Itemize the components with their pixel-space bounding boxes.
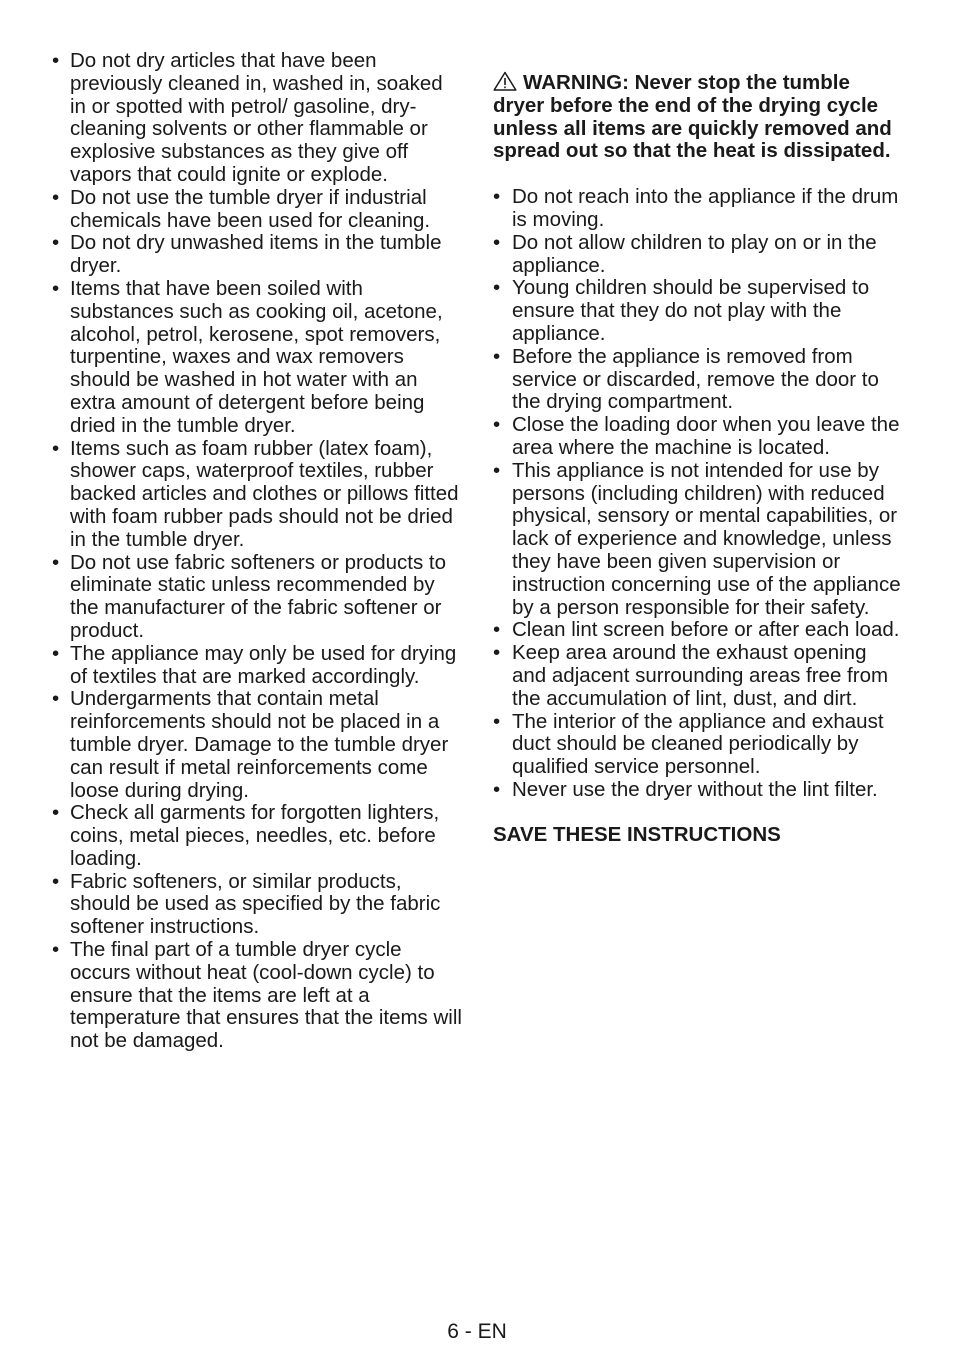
list-item: • The interior of the appliance and exhaust duct should be cleaned periodically by qualified service personnel. <box>493 709 884 779</box>
safety-list-left <box>52 50 462 1053</box>
list-item: • Keep area around the exhaust opening and adjacent surrounding areas free from the accumulation of lint, dust, and dirt. <box>493 641 889 710</box>
bullet: • <box>493 413 501 437</box>
list-item: • Before the appliance is removed from service or discarded, remove the door to the drying compartment. <box>493 344 879 414</box>
warning-text: WARNING: Never stop the tumble dryer before the end of the drying cycle unless all items are quickly removed and spread out so that the heat is dissipated. <box>493 71 892 163</box>
bullet: • <box>493 777 501 801</box>
bullet: • <box>493 230 501 254</box>
bullet: • <box>52 641 60 665</box>
list-item: • Young children should be supervised to ensure that they do not play with the appliance. <box>493 276 870 345</box>
bullet: • <box>493 344 501 368</box>
list-item: • This appliance is not intended for use by persons (including children) with reduced physical, sensory or mental capabilities, or lack of experience and knowledge, unless they have been given supervision or instruction concerning use of the appliance by a person responsible for their safety. <box>493 458 901 619</box>
list-item: • The final part of a tumble dryer cycle occurs without heat (cool-down cycle) to ensure that the items are left at a temperature that ensures that the items will not be damaged. <box>52 938 462 1053</box>
list-item: • Items such as foam rubber (latex foam), shower caps, waterproof textiles, rubber backed articles and clothes or pillows fitted with foam rubber pads should not be dried in the tumble dryer. <box>52 436 459 551</box>
warning-triangle-icon <box>493 71 517 91</box>
list-item: • Do not allow children to play on or in the appliance. <box>493 230 877 277</box>
save-instructions-heading: SAVE THESE INSTRUCTIONS <box>493 822 781 846</box>
list-item: • Do not dry unwashed items in the tumble dryer. <box>52 231 442 278</box>
list-item: • Do not use the tumble dryer if industrial chemicals have been used for cleaning. <box>52 185 431 232</box>
bullet: • <box>493 641 501 665</box>
bullet: • <box>52 49 60 72</box>
list-item: • Items that have been soiled with substances such as cooking oil, acetone, alcohol, petrol, kerosene, spot removers, turpentine, waxes and wax removers should be washed in hot water with an extra amount of detergent before being dried in the tumble dryer. <box>52 276 443 437</box>
list-item: • Check all garments for forgotten lighters, coins, metal pieces, needles, etc. before loading. <box>52 801 440 870</box>
bullet: • <box>493 458 501 482</box>
list-item: • Do not dry articles that have been previously cleaned in, washed in, soaked in or spotted with petrol/ gasoline, dry-cleaning solvents or other flammable or explosive substances as they give off vapors that could ignite or explode. <box>52 49 443 186</box>
right-column <box>493 71 905 847</box>
bullet: • <box>52 276 60 300</box>
bullet: • <box>52 869 60 893</box>
list-item: • Do not use fabric softeners or products to eliminate static unless recommended by the manufacturer of the fabric softener or product. <box>52 550 447 642</box>
list-item: • Fabric softeners, or similar products, should be used as specified by the fabric softener instructions. <box>52 869 441 939</box>
list-item: • Do not reach into the appliance if the drum is moving. <box>493 185 899 231</box>
bullet: • <box>52 687 60 711</box>
list-item: • The appliance may only be used for drying of textiles that are marked accordingly. <box>52 641 457 688</box>
list-item: • Never use the dryer without the lint filter. <box>493 777 878 801</box>
bullet: • <box>52 231 60 255</box>
list-item: • Close the loading door when you leave the area where the machine is located. <box>493 413 900 459</box>
left-column <box>52 50 462 1053</box>
list-item: • Undergarments that contain metal reinforcements should not be placed in a tumble dryer. Damage to the tumble dryer can result if metal reinforcements come loose during drying. <box>52 687 449 802</box>
bullet: • <box>52 801 60 825</box>
bullet: • <box>52 185 60 209</box>
safety-list-right <box>493 186 905 802</box>
bullet: • <box>493 185 501 209</box>
bullet: • <box>52 550 60 574</box>
bullet: • <box>52 436 60 460</box>
page-number: 6 - EN <box>447 1320 507 1343</box>
bullet: • <box>493 709 501 733</box>
bullet: • <box>493 276 501 300</box>
bullet: • <box>52 938 60 962</box>
list-item: • Clean lint screen before or after each load. <box>493 618 900 642</box>
bullet: • <box>493 618 501 642</box>
warning-paragraph <box>493 71 905 163</box>
